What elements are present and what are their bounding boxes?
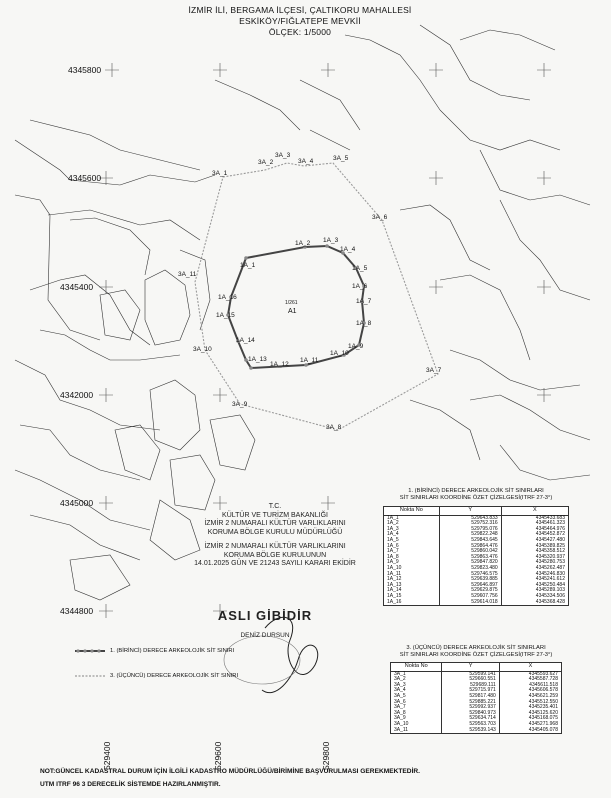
y-coordinate-cell: 529715.971 — [442, 688, 499, 694]
point-label: 3A_3 — [275, 152, 291, 159]
column-header: X — [501, 507, 568, 516]
y-coordinate-cell: 529847.820 — [439, 560, 501, 566]
stamp-line: İZMİR 2 NUMARALI KÜLTÜR VARLIKLARINI — [204, 520, 346, 527]
point-id-cell: 1A_11 — [384, 572, 440, 578]
x-coordinate-cell: 4345246.830 — [501, 572, 568, 578]
x-coordinate-cell: 4345168.075 — [499, 716, 561, 722]
x-coordinate-cell: 4345405.078 — [499, 728, 561, 734]
easting-label: 529400 — [102, 741, 112, 770]
northing-label: 4345600 — [68, 173, 102, 183]
point-id-cell: 1A_3 — [384, 527, 440, 533]
column-header: Nokta No — [384, 507, 440, 516]
parcel-number: 1/261 — [285, 300, 298, 306]
point-id-cell: 1A_10 — [384, 566, 440, 572]
x-coordinate-cell: 4345271.968 — [499, 722, 561, 728]
y-coordinate-cell: 529634.714 — [442, 716, 499, 722]
point-label: 1A_5 — [352, 265, 368, 272]
table3-title-line2: SİT SINIRLARI KOORDİNE ÖZET ÇİZELGESİ(ITRF 27-3°) — [399, 652, 553, 658]
point-id-cell: 1A_5 — [384, 538, 440, 544]
x-coordinate-cell: 4345125.620 — [499, 711, 561, 717]
point-label: 1A_11 — [300, 357, 319, 364]
point-label: 3A_4 — [298, 158, 314, 165]
point-id-cell: 1A_8 — [384, 555, 440, 561]
map-scale: ÖLÇEK: 1/5000 — [268, 27, 332, 37]
x-coordinate-cell: 4345621.259 — [499, 694, 561, 700]
column-header: Y — [442, 663, 499, 672]
y-coordinate-cell: 529795.076 — [439, 527, 501, 533]
x-coordinate-cell: 4345235.401 — [499, 705, 561, 711]
point-label: 3A_7 — [426, 367, 442, 374]
point-id-cell: 3A_10 — [391, 722, 442, 728]
northing-label: 4345800 — [68, 65, 102, 75]
y-coordinate-cell: 529599.141 — [442, 671, 499, 677]
x-coordinate-cell: 4345289.103 — [501, 588, 568, 594]
legend-first-degree: 1. (BİRİNCİ) DERECE ARKEOLOJİK SİT SINIRI — [110, 648, 235, 654]
y-coordinate-cell: 529660.551 — [442, 677, 499, 683]
point-label: 1A_1 — [240, 262, 256, 269]
stamp-line: KÜLTÜR VE TURİZM BAKANLIĞI — [222, 511, 328, 519]
x-coordinate-cell: 4345452.872 — [501, 532, 568, 538]
stamp-decision: 14.01.2025 GÜN VE 21243 SAYILI KARARI EKİDİR — [194, 560, 356, 567]
x-coordinate-cell: 4345427.480 — [501, 538, 568, 544]
third-degree-coordinate-table — [390, 662, 562, 734]
parcel-area-label: A1 — [288, 308, 297, 315]
note-projection: UTM ITRF 96 3 DERECELİK SİSTEMDE HAZIRLANMIŞTIR. — [40, 781, 221, 788]
point-label: 3A_11 — [178, 271, 197, 278]
column-header: Nokta No — [391, 663, 442, 672]
x-coordinate-cell: 4345464.976 — [501, 527, 568, 533]
legend-third-degree: 3. (ÜÇÜNCÜ) DERECE ARKEOLOJİK SİT SINIRI — [110, 673, 239, 679]
x-coordinate-cell: 4345262.487 — [501, 566, 568, 572]
y-coordinate-cell: 529539.143 — [442, 728, 499, 734]
northing-label: 4345000 — [60, 498, 94, 508]
signature-drawing — [262, 617, 318, 692]
point-label: 1A_13 — [248, 356, 267, 363]
easting-label: 529800 — [321, 741, 331, 770]
y-coordinate-cell: 529607.756 — [439, 594, 501, 600]
y-coordinate-cell: 529563.703 — [442, 722, 499, 728]
y-coordinate-cell: 529885.221 — [442, 700, 499, 706]
point-label: 1A_15 — [216, 312, 235, 319]
x-coordinate-cell: 4345611.518 — [499, 683, 561, 689]
point-id-cell: 1A_9 — [384, 560, 440, 566]
x-coordinate-cell: 4345358.512 — [501, 549, 568, 555]
y-coordinate-cell: 529817.480 — [442, 694, 499, 700]
point-id-cell: 1A_6 — [384, 544, 440, 550]
point-id-cell: 1A_16 — [384, 600, 440, 606]
x-coordinate-cell: 4345593.627 — [499, 671, 561, 677]
y-coordinate-cell: 529822.248 — [439, 532, 501, 538]
point-id-cell: 1A_15 — [384, 594, 440, 600]
y-coordinate-cell: 529863.476 — [439, 555, 501, 561]
x-coordinate-cell: 4345461.323 — [501, 521, 568, 527]
point-label: 1A_7 — [356, 298, 372, 305]
x-coordinate-cell: 4345241.612 — [501, 577, 568, 583]
point-id-cell: 1A_14 — [384, 588, 440, 594]
stamp-line: İZMİR 2 NUMARALI KÜLTÜR VARLIKLARINI — [204, 543, 346, 550]
map-subtitle: ESKİKÖY/FIĞLATEPE MEVKİİ — [239, 16, 361, 26]
point-id-cell: 3A_3 — [391, 683, 442, 689]
y-coordinate-cell: 529752.316 — [439, 521, 501, 527]
easting-label: 529600 — [213, 741, 223, 770]
x-coordinate-cell: 4345368.428 — [501, 600, 568, 606]
stamp-tc: T.C. — [268, 503, 282, 510]
y-coordinate-cell: 529823.480 — [439, 566, 501, 572]
point-label: 3A_5 — [333, 155, 349, 162]
y-coordinate-cell: 529643.833 — [439, 515, 501, 521]
y-coordinate-cell: 529614.018 — [439, 600, 501, 606]
point-id-cell: 3A_1 — [391, 671, 442, 677]
point-id-cell: 3A_8 — [391, 711, 442, 717]
y-coordinate-cell: 529860.042 — [439, 549, 501, 555]
point-id-cell: 1A_4 — [384, 532, 440, 538]
point-label: 1A_6 — [352, 283, 368, 290]
x-coordinate-cell: 4345587.728 — [499, 677, 561, 683]
table-row — [391, 728, 562, 734]
y-coordinate-cell: 529843.645 — [439, 538, 501, 544]
y-coordinate-cell: 529992.937 — [442, 705, 499, 711]
point-label: 3A_2 — [258, 159, 274, 166]
point-label: 1A_8 — [356, 320, 372, 327]
x-coordinate-cell: 4345389.825 — [501, 544, 568, 550]
point-label: 1A_3 — [323, 237, 339, 244]
point-id-cell: 1A_1 — [384, 515, 440, 521]
point-id-cell: 1A_2 — [384, 521, 440, 527]
y-coordinate-cell: 529639.885 — [439, 577, 501, 583]
point-id-cell: 3A_11 — [391, 728, 442, 734]
x-coordinate-cell: 4345320.937 — [501, 555, 568, 561]
table1-title — [380, 488, 572, 502]
y-coordinate-cell: 529864.476 — [439, 544, 501, 550]
point-id-cell: 1A_13 — [384, 583, 440, 589]
point-id-cell: 3A_6 — [391, 700, 442, 706]
first-degree-coordinate-table — [383, 506, 569, 606]
x-coordinate-cell: 4345433.683 — [501, 515, 568, 521]
northing-label: 4344800 — [60, 606, 94, 616]
note-cadastral: NOT:GÜNCEL KADASTRAL DURUM İÇİN İLGİLİ KADASTRO MÜDÜRLÜĞÜ/BİRİMİNE BAŞVURULMASI GEREKMEKTEDİR. — [40, 768, 420, 775]
column-header: X — [499, 663, 561, 672]
table-row — [384, 600, 569, 606]
point-id-cell: 3A_4 — [391, 688, 442, 694]
point-label: 1A_4 — [340, 246, 356, 253]
approval-stamp — [165, 503, 385, 569]
y-coordinate-cell: 529689.111 — [442, 683, 499, 689]
point-label: 3A_6 — [372, 214, 388, 221]
table1-title-line2: SİT SINIRLARI KOORDİNE ÖZET ÇİZELGESİ(ITRF 27-3°) — [399, 495, 553, 501]
point-label: 3A_8 — [326, 424, 342, 431]
column-header: Y — [439, 507, 501, 516]
point-label: 1A_9 — [348, 343, 364, 350]
y-coordinate-cell: 529746.575 — [439, 572, 501, 578]
point-id-cell: 3A_5 — [391, 694, 442, 700]
northing-label: 4342000 — [60, 390, 94, 400]
northing-label: 4345400 — [60, 282, 94, 292]
point-id-cell: 1A_12 — [384, 577, 440, 583]
y-coordinate-cell: 529840.973 — [442, 711, 499, 717]
signer-name: DENİZ DURSUN — [240, 632, 290, 639]
point-label: 1A_14 — [236, 337, 255, 344]
point-label: 1A_10 — [330, 350, 349, 357]
point-id-cell: 3A_9 — [391, 716, 442, 722]
table3-title-line1: 3. (ÜÇÜNCÜ) DERECE ARKEOLOJİK SİT SINIRLARI — [406, 645, 546, 651]
legend-symbols — [75, 649, 105, 676]
x-coordinate-cell: 4345250.484 — [501, 583, 568, 589]
certified-copy-stamp: ASLI GİBİDİR — [217, 608, 313, 623]
table1-title-line1: 1. (BİRİNCİ) DERECE ARKEOLOJİK SİT SINIRLARI — [408, 488, 544, 494]
point-id-cell: 3A_7 — [391, 705, 442, 711]
point-label: 1A_16 — [218, 294, 237, 301]
x-coordinate-cell: 4345280.753 — [501, 560, 568, 566]
stamp-line: KORUMA BÖLGE KURULUNUN — [223, 551, 327, 559]
point-label: 3A_9 — [232, 401, 248, 408]
map-title: İZMİR İLİ, BERGAMA İLÇESİ, ÇALTIKORU MAHALLESİ — [188, 5, 412, 15]
x-coordinate-cell: 4345512.550 — [499, 700, 561, 706]
point-label: 1A_12 — [270, 361, 289, 368]
stamp-line: KORUMA BÖLGE KURULU MÜDÜRLÜĞÜ — [207, 528, 343, 536]
point-label: 3A_1 — [212, 170, 228, 177]
x-coordinate-cell: 4345334.506 — [501, 594, 568, 600]
point-label: 1A_2 — [295, 240, 311, 247]
point-id-cell: 1A_7 — [384, 549, 440, 555]
point-label: 3A_10 — [193, 346, 212, 353]
y-coordinate-cell: 529646.897 — [439, 583, 501, 589]
x-coordinate-cell: 4345606.578 — [499, 688, 561, 694]
y-coordinate-cell: 529629.875 — [439, 588, 501, 594]
table3-title — [380, 645, 572, 659]
point-id-cell: 3A_2 — [391, 677, 442, 683]
